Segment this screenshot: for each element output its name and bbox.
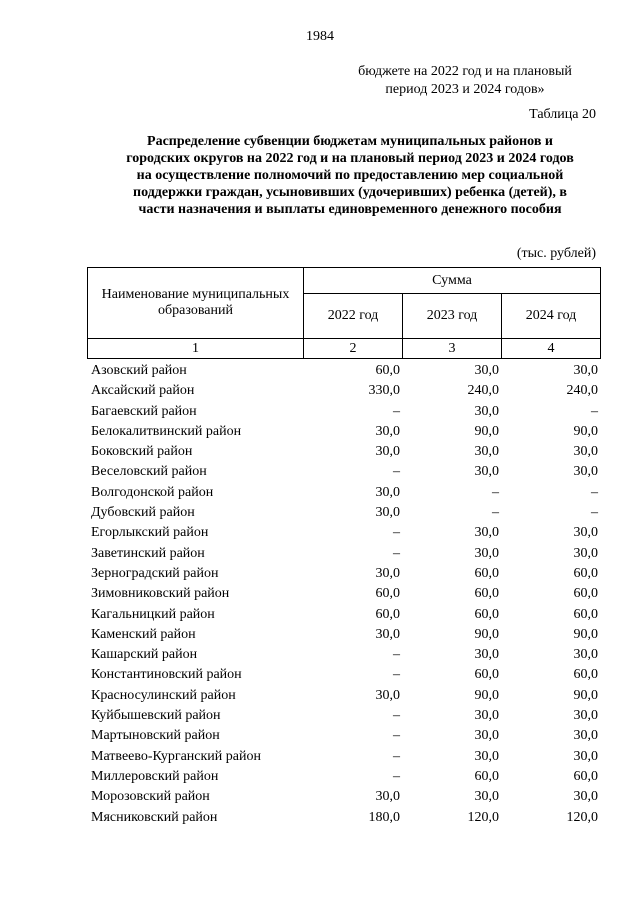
row-value-2023: 60,0	[474, 606, 499, 622]
header-col-number: 4	[502, 339, 601, 359]
table-row	[87, 706, 601, 726]
row-value-2024: –	[591, 484, 598, 500]
table-row	[87, 726, 601, 746]
title-line: городских округов на 2022 год и на плановый период 2023 и 2024 годов	[126, 151, 574, 166]
row-name: Кашарский район	[91, 647, 198, 663]
row-value-2024: 30,0	[573, 525, 598, 541]
row-value-2022: 60,0	[375, 586, 400, 602]
row-value-2023: 30,0	[474, 464, 499, 480]
row-name: Азовский район	[91, 363, 187, 378]
table-row	[87, 808, 601, 828]
row-value-2024: 30,0	[573, 708, 598, 724]
row-name: Матвеево-Курганский район	[91, 748, 261, 764]
title-line: Распределение субвенции бюджетам муниципальных районов и	[147, 134, 553, 149]
row-name: Веселовский район	[91, 464, 207, 480]
table-row	[87, 402, 601, 422]
header-year-2023: 2023 год	[403, 294, 502, 339]
header-name-line: образований	[158, 303, 233, 318]
row-value-2022: –	[393, 545, 400, 561]
table-label: Таблица 20	[529, 107, 596, 122]
row-value-2024: 30,0	[573, 464, 598, 480]
row-value-2022: 30,0	[375, 444, 400, 460]
row-value-2024: 60,0	[573, 667, 598, 683]
table-row	[87, 422, 601, 442]
row-name: Красносулинский район	[91, 687, 236, 703]
row-name: Каменский район	[91, 626, 196, 642]
row-value-2023: 60,0	[474, 768, 499, 784]
row-value-2023: 120,0	[467, 809, 499, 825]
row-value-2022: 30,0	[375, 626, 400, 642]
row-value-2023: 90,0	[474, 423, 499, 439]
row-value-2022: 60,0	[375, 363, 400, 378]
row-name: Кагальницкий район	[91, 606, 215, 622]
row-value-2024: 90,0	[573, 423, 598, 439]
row-value-2024: 30,0	[573, 545, 598, 561]
row-name: Константиновский район	[91, 667, 242, 683]
row-value-2023: –	[492, 505, 499, 521]
table-row	[87, 361, 601, 381]
row-value-2022: 330,0	[368, 383, 400, 399]
title-line: на осуществление полномочий по предоставлению мер социальной	[136, 168, 564, 183]
table-row	[87, 686, 601, 706]
row-value-2024: 60,0	[573, 768, 598, 784]
header-col-number: 1	[88, 339, 304, 359]
table-row	[87, 787, 601, 807]
row-value-2022: –	[393, 525, 400, 541]
table-row	[87, 442, 601, 462]
row-value-2024: 30,0	[573, 444, 598, 460]
row-value-2024: 240,0	[566, 383, 598, 399]
header-year-2024: 2024 год	[502, 294, 601, 339]
row-value-2022: –	[393, 403, 400, 419]
table-row	[87, 503, 601, 523]
row-name: Волгодонской район	[91, 484, 214, 500]
row-name: Куйбышевский район	[91, 708, 221, 724]
table-row	[87, 483, 601, 503]
row-value-2024: 30,0	[573, 789, 598, 805]
table-row	[87, 605, 601, 625]
row-name: Дубовский район	[91, 505, 195, 521]
row-value-2023: 30,0	[474, 728, 499, 744]
row-value-2022: 30,0	[375, 484, 400, 500]
row-name: Егорлыкский район	[91, 525, 209, 541]
context-line: период 2023 и 2024 годов»	[385, 82, 545, 97]
table-row	[87, 544, 601, 564]
table-row	[87, 747, 601, 767]
units-label: (тыс. рублей)	[516, 246, 596, 261]
table-header	[87, 267, 601, 359]
page-number: 1984	[306, 29, 334, 44]
row-value-2023: 30,0	[474, 545, 499, 561]
row-value-2022: –	[393, 708, 400, 724]
row-value-2024: –	[591, 505, 598, 521]
row-value-2024: 60,0	[573, 565, 598, 581]
row-value-2023: 240,0	[467, 383, 499, 399]
row-value-2024: 60,0	[573, 606, 598, 622]
row-name: Морозовский район	[91, 789, 210, 805]
row-value-2024: –	[591, 403, 598, 419]
context-text	[330, 63, 600, 99]
row-value-2023: 60,0	[474, 586, 499, 602]
row-name: Боковский район	[91, 444, 193, 460]
row-value-2022: 30,0	[375, 505, 400, 521]
header-name-line: Наименование муниципальных	[101, 287, 290, 302]
row-value-2023: 60,0	[474, 667, 499, 683]
row-name: Зимовниковский район	[91, 586, 230, 602]
header-col-number: 2	[304, 339, 403, 359]
row-value-2023: 30,0	[474, 789, 499, 805]
row-value-2023: 90,0	[474, 626, 499, 642]
row-name: Зерноградский район	[91, 565, 219, 581]
row-name: Заветинский район	[91, 545, 205, 561]
row-value-2023: 30,0	[474, 403, 499, 419]
row-name: Белокалитвинский район	[91, 423, 242, 439]
row-value-2024: 90,0	[573, 687, 598, 703]
row-name: Мартыновский район	[91, 728, 220, 744]
row-value-2022: –	[393, 667, 400, 683]
header-name-cell	[88, 268, 304, 339]
row-value-2022: 180,0	[368, 809, 400, 825]
row-value-2023: 30,0	[474, 363, 499, 378]
table-row	[87, 584, 601, 604]
row-value-2023: –	[492, 484, 499, 500]
row-name: Мясниковский район	[91, 809, 218, 825]
row-value-2023: 60,0	[474, 565, 499, 581]
table-row	[87, 665, 601, 685]
row-value-2022: 30,0	[375, 789, 400, 805]
row-value-2024: 30,0	[573, 647, 598, 663]
table-row	[87, 645, 601, 665]
row-value-2022: –	[393, 464, 400, 480]
table-row	[87, 381, 601, 401]
row-value-2022: –	[393, 728, 400, 744]
row-name: Миллеровский район	[91, 768, 219, 784]
table-row	[87, 564, 601, 584]
row-value-2023: 90,0	[474, 687, 499, 703]
row-value-2022: 30,0	[375, 565, 400, 581]
table-body	[87, 361, 601, 828]
row-value-2022: –	[393, 768, 400, 784]
table-row	[87, 625, 601, 645]
row-name: Багаевский район	[91, 403, 197, 419]
row-value-2022: 60,0	[375, 606, 400, 622]
table-row	[87, 462, 601, 482]
context-line: бюджете на 2022 год и на плановый	[358, 64, 572, 79]
row-value-2024: 90,0	[573, 626, 598, 642]
title-line: поддержки граждан, усыновивших (удочеривших) ребенка (детей), в	[133, 185, 567, 200]
header-col-number: 3	[403, 339, 502, 359]
row-value-2023: 30,0	[474, 647, 499, 663]
row-value-2024: 30,0	[573, 748, 598, 764]
row-value-2022: –	[393, 647, 400, 663]
document-title	[90, 133, 610, 218]
row-value-2022: 30,0	[375, 423, 400, 439]
row-value-2024: 30,0	[573, 728, 598, 744]
row-value-2022: –	[393, 748, 400, 764]
header-sum-cell: Сумма	[304, 268, 601, 294]
row-name: Аксайский район	[91, 383, 195, 399]
title-line: части назначения и выплаты единовременного денежного пособия	[138, 202, 562, 217]
row-value-2023: 30,0	[474, 708, 499, 724]
row-value-2023: 30,0	[474, 748, 499, 764]
row-value-2024: 60,0	[573, 586, 598, 602]
table-row	[87, 767, 601, 787]
row-value-2022: 30,0	[375, 687, 400, 703]
row-value-2024: 30,0	[573, 363, 598, 378]
header-year-2022: 2022 год	[304, 294, 403, 339]
row-value-2023: 30,0	[474, 444, 499, 460]
row-value-2024: 120,0	[566, 809, 598, 825]
table-row	[87, 523, 601, 543]
row-value-2023: 30,0	[474, 525, 499, 541]
